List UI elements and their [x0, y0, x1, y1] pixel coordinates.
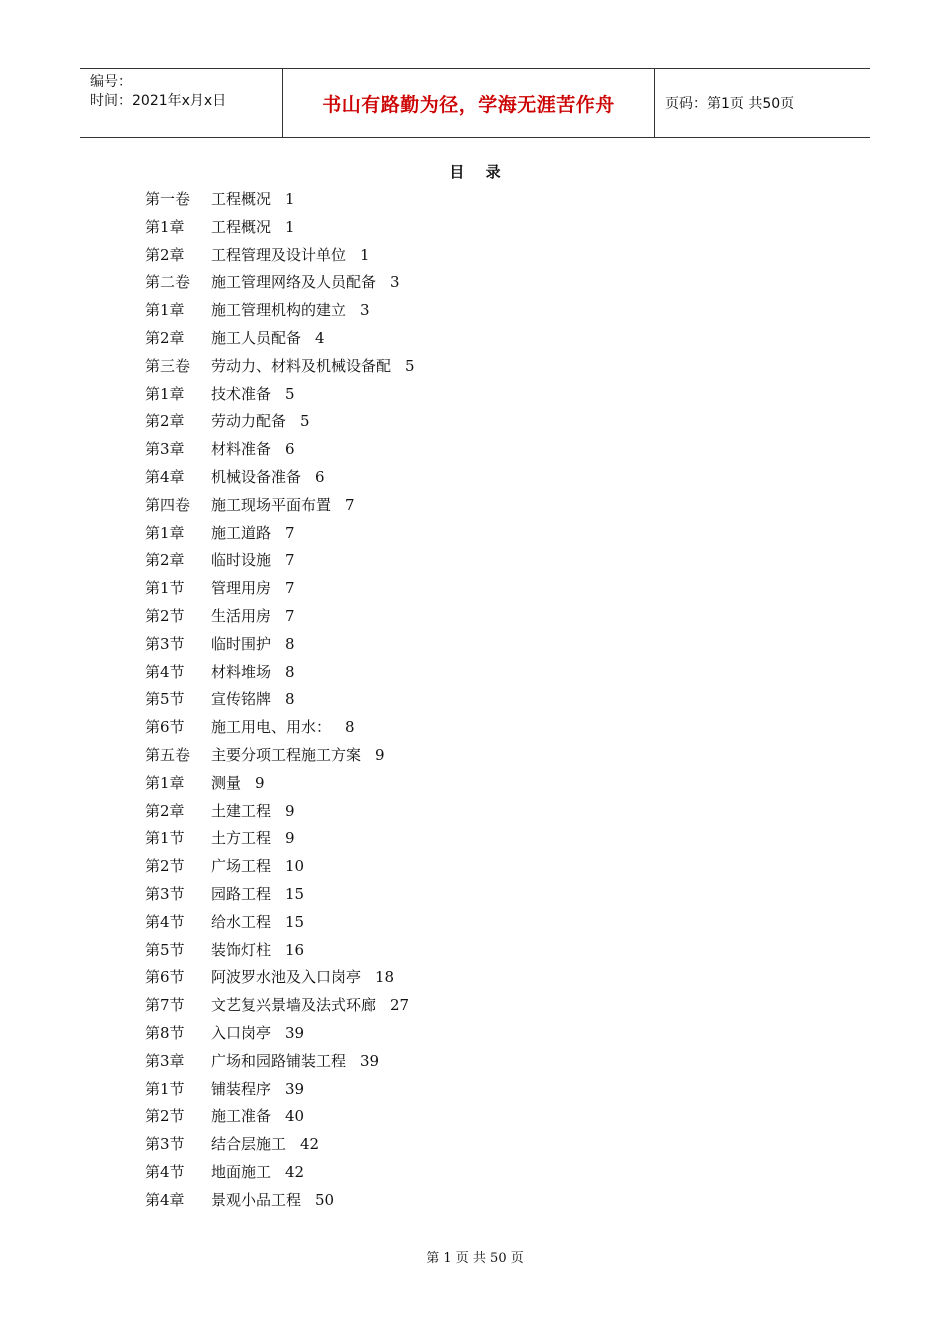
- toc-entry-page: 18: [375, 968, 395, 987]
- toc-entry-title: 给水工程: [211, 912, 272, 931]
- toc-entry-title: 劳动力配备: [211, 412, 287, 431]
- toc-entry-title: 园路工程: [211, 884, 272, 903]
- toc-entry: [145, 745, 415, 773]
- toc-entry-number: 第1节: [145, 579, 185, 598]
- toc-entry-number: 第2节: [145, 1107, 185, 1126]
- toc-entry: [145, 217, 415, 245]
- toc-entry-title: 生活用房: [211, 606, 272, 625]
- toc-entry: [145, 828, 415, 856]
- toc-entry-page: 40: [285, 1107, 305, 1126]
- toc-entry: [145, 467, 415, 495]
- toc-entry-page: 15: [285, 912, 305, 931]
- toc-entry-title: 广场工程: [211, 857, 272, 876]
- toc-entry-title: 工程管理及设计单位: [211, 245, 347, 264]
- toc-entry-number: 第4节: [145, 662, 185, 681]
- toc-entry-title: 土建工程: [211, 801, 272, 820]
- toc-entry-page: 1: [360, 245, 370, 264]
- toc-entry: [145, 689, 415, 717]
- toc-entry-page: 9: [285, 829, 295, 848]
- toc-entry-page: 1: [285, 190, 295, 208]
- toc-entry-title: 施工道路: [211, 523, 272, 542]
- toc-entry-number: 第1章: [145, 384, 185, 403]
- toc-entry-title: 广场和园路铺装工程: [211, 1051, 347, 1070]
- toc-entry-number: 第2章: [145, 412, 185, 431]
- toc-entry-number: 第2章: [145, 801, 185, 820]
- toc-entry-number: 第5节: [145, 690, 185, 709]
- toc-entry-page: 6: [285, 440, 295, 459]
- toc-entry: [145, 523, 415, 551]
- toc-entry: [145, 717, 415, 745]
- toc-entry-number: 第4节: [145, 912, 185, 931]
- toc-entry-number: 第2章: [145, 245, 185, 264]
- toc-entry: [145, 606, 415, 634]
- toc-entry-page: 9: [285, 801, 295, 820]
- toc-entry-number: 第1章: [145, 523, 185, 542]
- toc-entry: [145, 245, 415, 273]
- toc-entry-page: 5: [405, 356, 415, 375]
- toc-entry-title: 阿波罗水池及入口岗亭: [211, 968, 362, 987]
- toc-entry-page: 5: [285, 384, 295, 403]
- toc-entry-number: 第1章: [145, 773, 185, 792]
- toc-entry: [145, 1079, 415, 1107]
- toc-entry: [145, 356, 415, 384]
- toc-entry-title: 景观小品工程: [211, 1190, 302, 1209]
- toc-entry-title: 主要分项工程施工方案: [211, 745, 362, 764]
- toc-entry-number: 第5节: [145, 940, 185, 959]
- toc-entry-page: 10: [285, 857, 305, 876]
- toc-entry: [145, 1190, 415, 1218]
- toc-entry-number: 第3章: [145, 1051, 185, 1070]
- toc-entry-title: 管理用房: [211, 579, 272, 598]
- toc-entry-page: 1: [285, 217, 295, 236]
- toc-entry-page: 8: [285, 690, 295, 709]
- toc-entry-title: 施工管理网络及人员配备: [211, 273, 377, 292]
- toc-entry: [145, 384, 415, 412]
- toc-entry: [145, 1162, 415, 1190]
- toc-entry-page: 6: [315, 467, 325, 486]
- toc-entry-page: 7: [345, 495, 355, 514]
- toc-entry-title: 文艺复兴景墙及法式环廊: [211, 996, 377, 1015]
- header-motto: 书山有路勤为径，学海无涯苦作舟: [282, 69, 655, 137]
- toc-entry: [145, 1106, 415, 1134]
- toc-entry-number: 第三卷: [145, 356, 191, 375]
- toc-entry-title: 地面施工: [211, 1162, 272, 1181]
- toc-entry: [145, 884, 415, 912]
- toc-entry-title: 宣传铭牌: [211, 690, 272, 709]
- toc-entry-page: 7: [285, 606, 295, 625]
- toc-entry-number: 第7节: [145, 996, 185, 1015]
- toc-entry-title: 技术准备: [211, 384, 272, 403]
- toc-entry-title: 施工准备: [211, 1107, 272, 1126]
- toc-entry-number: 第4节: [145, 1162, 185, 1181]
- toc-entry-page: 27: [390, 996, 410, 1015]
- toc-entry: [145, 189, 415, 217]
- toc-entry-page: 39: [360, 1051, 380, 1070]
- toc-entry-number: 第6节: [145, 968, 185, 987]
- toc-entry: [145, 856, 415, 884]
- toc-entry-page: 39: [285, 1023, 305, 1042]
- toc-entry-page: 7: [285, 551, 295, 570]
- toc-entry-number: 第4章: [145, 467, 185, 486]
- toc-entry: [145, 801, 415, 829]
- toc-entry-page: 9: [375, 745, 385, 764]
- toc-entry: [145, 578, 415, 606]
- toc-entry-number: 第3章: [145, 440, 185, 459]
- toc-entry-number: 第四卷: [145, 495, 191, 514]
- toc-entry-title: 临时设施: [211, 551, 272, 570]
- toc-entry-number: 第1章: [145, 217, 185, 236]
- toc-entry-page: 42: [285, 1162, 305, 1181]
- toc-entry-title: 施工人员配备: [211, 328, 302, 347]
- toc-entry-page: 42: [300, 1135, 320, 1154]
- toc-entry-number: 第1节: [145, 829, 185, 848]
- toc-entry-title: 工程概况: [211, 217, 272, 236]
- toc-entry-title: 入口岗亭: [211, 1023, 272, 1042]
- toc-entry-title: 机械设备准备: [211, 467, 302, 486]
- toc-entry-number: 第1节: [145, 1079, 185, 1098]
- toc-entry-number: 第2节: [145, 606, 185, 625]
- toc-entry-number: 第6节: [145, 718, 185, 737]
- toc-entry-page: 3: [390, 273, 400, 292]
- toc-entry: [145, 967, 415, 995]
- toc-entry-page: 8: [345, 718, 355, 737]
- table-of-contents: [145, 189, 415, 1217]
- toc-entry-page: 8: [285, 634, 295, 653]
- toc-entry-title: 土方工程: [211, 829, 272, 848]
- header-page-info: 页码：第1页 共50页: [665, 96, 795, 112]
- toc-entry-title: 装饰灯柱: [211, 940, 272, 959]
- toc-entry: [145, 1051, 415, 1079]
- toc-entry: [145, 1023, 415, 1051]
- code-label: 编号：: [90, 74, 132, 90]
- toc-entry-number: 第2节: [145, 857, 185, 876]
- toc-entry-title: 结合层施工: [211, 1135, 287, 1154]
- toc-entry: [145, 634, 415, 662]
- toc-entry: [145, 495, 415, 523]
- toc-entry-title: 材料准备: [211, 440, 272, 459]
- toc-entry-page: 16: [285, 940, 305, 959]
- toc-entry-title: 测量: [211, 773, 242, 792]
- toc-entry-number: 第2章: [145, 328, 185, 347]
- toc-entry: [145, 1134, 415, 1162]
- toc-entry-title: 施工管理机构的建立: [211, 301, 347, 320]
- toc-entry-number: 第8节: [145, 1023, 185, 1042]
- toc-entry-page: 5: [300, 412, 310, 431]
- toc-entry-number: 第3节: [145, 884, 185, 903]
- toc-title: 目 录: [449, 163, 509, 181]
- toc-entry-title: 材料堆场: [211, 662, 272, 681]
- toc-entry-page: 3: [360, 301, 370, 320]
- toc-entry: [145, 439, 415, 467]
- toc-entry: [145, 912, 415, 940]
- toc-entry-number: 第3节: [145, 634, 185, 653]
- toc-entry: [145, 300, 415, 328]
- toc-entry-title: 劳动力、材料及机械设备配: [211, 356, 392, 375]
- toc-entry-page: 39: [285, 1079, 305, 1098]
- time-label: 时间：2021年x月x日: [90, 93, 227, 109]
- page-footer: 第 1 页 共 50 页: [426, 1251, 524, 1266]
- toc-entry-page: 7: [285, 579, 295, 598]
- toc-entry-page: 50: [315, 1190, 335, 1209]
- toc-entry: [145, 995, 415, 1023]
- toc-entry-page: 9: [255, 773, 265, 792]
- toc-entry-page: 15: [285, 884, 305, 903]
- toc-entry-title: 工程概况: [211, 190, 272, 208]
- toc-entry-page: 8: [285, 662, 295, 681]
- toc-entry-number: 第2章: [145, 551, 185, 570]
- toc-entry-title: 施工用电、用水：: [211, 718, 332, 737]
- page-header: [80, 68, 870, 138]
- toc-entry: [145, 272, 415, 300]
- toc-entry-page: 7: [285, 523, 295, 542]
- toc-entry-page: 4: [315, 328, 325, 347]
- toc-entry: [145, 550, 415, 578]
- toc-entry-title: 临时围护: [211, 634, 272, 653]
- header-meta: [80, 69, 282, 137]
- toc-entry-number: 第4章: [145, 1190, 185, 1209]
- toc-entry-number: 第1章: [145, 301, 185, 320]
- toc-entry: [145, 328, 415, 356]
- toc-entry-number: 第五卷: [145, 745, 191, 764]
- toc-entry-title: 铺装程序: [211, 1079, 272, 1098]
- toc-entry: [145, 662, 415, 690]
- toc-entry: [145, 773, 415, 801]
- toc-entry-number: 第3节: [145, 1135, 185, 1154]
- toc-entry: [145, 940, 415, 968]
- toc-entry-number: 第一卷: [145, 190, 191, 208]
- toc-entry-number: 第二卷: [145, 273, 191, 292]
- toc-entry: [145, 411, 415, 439]
- toc-entry-title: 施工现场平面布置: [211, 495, 332, 514]
